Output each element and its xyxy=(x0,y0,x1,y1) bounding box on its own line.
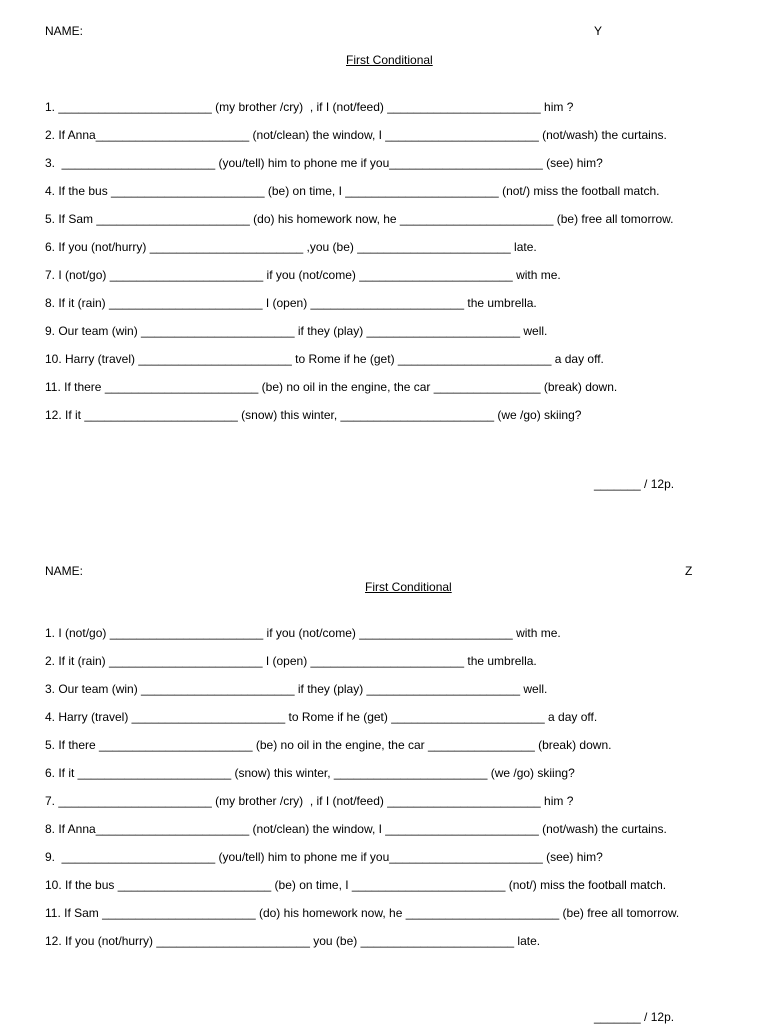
score-field: _______ / 12p. xyxy=(594,477,675,491)
worksheet-title: First Conditional xyxy=(365,580,452,594)
exercise-item-4: 4. Harry (travel) _______________________ to Rome if he (get) _______________________ a day off. xyxy=(45,710,598,724)
exercise-item-7: 7. I (not/go) _______________________ if you (not/come) _______________________ with me. xyxy=(45,268,561,282)
exercise-item-8: 8. If Anna_______________________ (not/clean) the window, I _______________________ (not/wash) the curtains. xyxy=(45,822,667,836)
exercise-item-1: 1. I (not/go) _______________________ if you (not/come) _______________________ with me. xyxy=(45,626,561,640)
exercise-item-6: 6. If it _______________________ (snow) this winter, _______________________ (we /go) skiing? xyxy=(45,766,575,780)
exercise-item-1: 1. _______________________ (my brother /cry) , if I (not/feed) _______________________ him ? xyxy=(45,100,574,114)
exercise-item-11: 11. If Sam _______________________ (do) his homework now, he _______________________ (be) free all tomorrow. xyxy=(45,906,680,920)
exercise-item-10: 10. Harry (travel) _______________________ to Rome if he (get) _______________________ a day off. xyxy=(45,352,604,366)
exercise-item-2: 2. If Anna_______________________ (not/clean) the window, I _______________________ (not/wash) the curtains. xyxy=(45,128,667,142)
name-label: NAME: xyxy=(45,24,84,38)
exercise-item-8: 8. If it (rain) _______________________ I (open) _______________________ the umbrella. xyxy=(45,296,537,310)
exercise-item-11: 11. If there _______________________ (be) no oil in the engine, the car ________________ (break) down. xyxy=(45,380,618,394)
exercise-item-3: 3. _______________________ (you/tell) him to phone me if you_______________________ (see) him? xyxy=(45,156,603,170)
exercise-item-4: 4. If the bus _______________________ (be) on time, I _______________________ (not/) miss the football match. xyxy=(45,184,660,198)
exercise-item-12: 12. If it _______________________ (snow) this winter, _______________________ (we /go) skiing? xyxy=(45,408,582,422)
exercise-item-9: 9. Our team (win) _______________________ if they (play) _______________________ well. xyxy=(45,324,548,338)
exercise-item-9: 9. _______________________ (you/tell) him to phone me if you_______________________ (see) him? xyxy=(45,850,603,864)
score-field: _______ / 12p. xyxy=(594,1010,675,1024)
exercise-item-7: 7. _______________________ (my brother /cry) , if I (not/feed) _______________________ him ? xyxy=(45,794,574,808)
worksheet-title: First Conditional xyxy=(346,53,433,67)
name-label: NAME: xyxy=(45,564,84,578)
exercise-item-10: 10. If the bus _______________________ (be) on time, I _______________________ (not/) miss the football match. xyxy=(45,878,667,892)
exercise-item-3: 3. Our team (win) _______________________ if they (play) _______________________ well. xyxy=(45,682,548,696)
version-label: Y xyxy=(594,24,603,38)
exercise-item-2: 2. If it (rain) _______________________ I (open) _______________________ the umbrella. xyxy=(45,654,537,668)
version-label: Z xyxy=(685,564,693,578)
exercise-item-12: 12. If you (not/hurry) _______________________ you (be) _______________________ late. xyxy=(45,934,541,948)
exercise-item-5: 5. If there _______________________ (be) no oil in the engine, the car ________________ (break) down. xyxy=(45,738,612,752)
exercise-item-6: 6. If you (not/hurry) _______________________ ,you (be) _______________________ late. xyxy=(45,240,537,254)
exercise-item-5: 5. If Sam _______________________ (do) his homework now, he _______________________ (be) free all tomorrow. xyxy=(45,212,674,226)
